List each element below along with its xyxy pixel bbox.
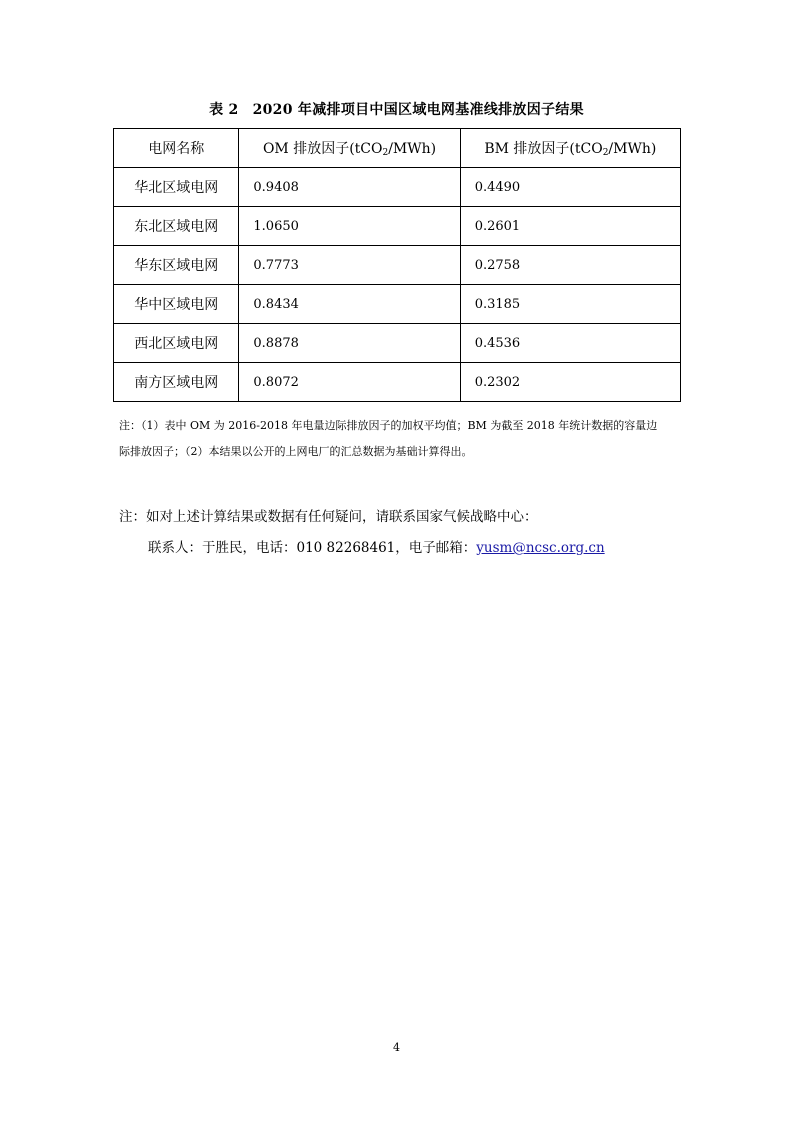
grid-name-cell: 南方区域电网 bbox=[114, 363, 239, 402]
om-value-cell: 0.8878 bbox=[239, 324, 460, 363]
email-link[interactable]: yusm@ncsc.org.cn bbox=[476, 540, 605, 556]
table-footnote bbox=[119, 413, 679, 465]
grid-name-cell: 东北区域电网 bbox=[114, 207, 239, 246]
table-title-text: 2020 年减排项目中国区域电网基准线排放因子结果 bbox=[252, 102, 584, 118]
grid-name-cell: 华中区域电网 bbox=[114, 285, 239, 324]
bm-value-cell: 0.4490 bbox=[460, 168, 680, 207]
footnote-line-1: 注：（1）表中 OM 为 2016-2018 年电量边际排放因子的加权平均值；BM 为截至 2018 年统计数据的容量边 bbox=[119, 419, 658, 432]
contact-note: 注：如对上述计算结果或数据有任何疑问，请联系国家气候战略中心： bbox=[119, 509, 538, 525]
table-row bbox=[114, 168, 681, 207]
table-header-row bbox=[114, 129, 681, 168]
contact-person-phone: 联系人：于胜民，电话：010 82268461，电子邮箱： bbox=[148, 540, 477, 556]
header-grid-name: 电网名称 bbox=[114, 129, 239, 168]
table-title bbox=[0, 99, 793, 119]
table-row bbox=[114, 246, 681, 285]
emission-factor-table bbox=[113, 128, 681, 402]
table-row bbox=[114, 207, 681, 246]
table-row bbox=[114, 363, 681, 402]
contact-details bbox=[119, 533, 719, 564]
grid-name-cell: 华东区域电网 bbox=[114, 246, 239, 285]
contact-section bbox=[119, 502, 719, 564]
om-value-cell: 0.9408 bbox=[239, 168, 460, 207]
bm-value-cell: 0.4536 bbox=[460, 324, 680, 363]
header-bm-factor: BM 排放因子(tCO$_2$/MWh) bbox=[460, 129, 680, 168]
bm-value-cell: 0.2758 bbox=[460, 246, 680, 285]
bm-value-cell: 0.3185 bbox=[460, 285, 680, 324]
om-value-cell: 1.0650 bbox=[239, 207, 460, 246]
table-row bbox=[114, 324, 681, 363]
table-row bbox=[114, 285, 681, 324]
footnote-line-2: 际排放因子；（2）本结果以公开的上网电厂的汇总数据为基础计算得出。 bbox=[119, 445, 473, 458]
om-value-cell: 0.8072 bbox=[239, 363, 460, 402]
om-value-cell: 0.8434 bbox=[239, 285, 460, 324]
table-title-label: 表 2 bbox=[209, 102, 239, 118]
grid-name-cell: 华北区域电网 bbox=[114, 168, 239, 207]
header-om-factor: OM 排放因子(tCO$_2$/MWh) bbox=[239, 129, 460, 168]
grid-name-cell: 西北区域电网 bbox=[114, 324, 239, 363]
page-number: 4 bbox=[393, 1041, 400, 1054]
bm-value-cell: 0.2302 bbox=[460, 363, 680, 402]
om-value-cell: 0.7773 bbox=[239, 246, 460, 285]
bm-value-cell: 0.2601 bbox=[460, 207, 680, 246]
